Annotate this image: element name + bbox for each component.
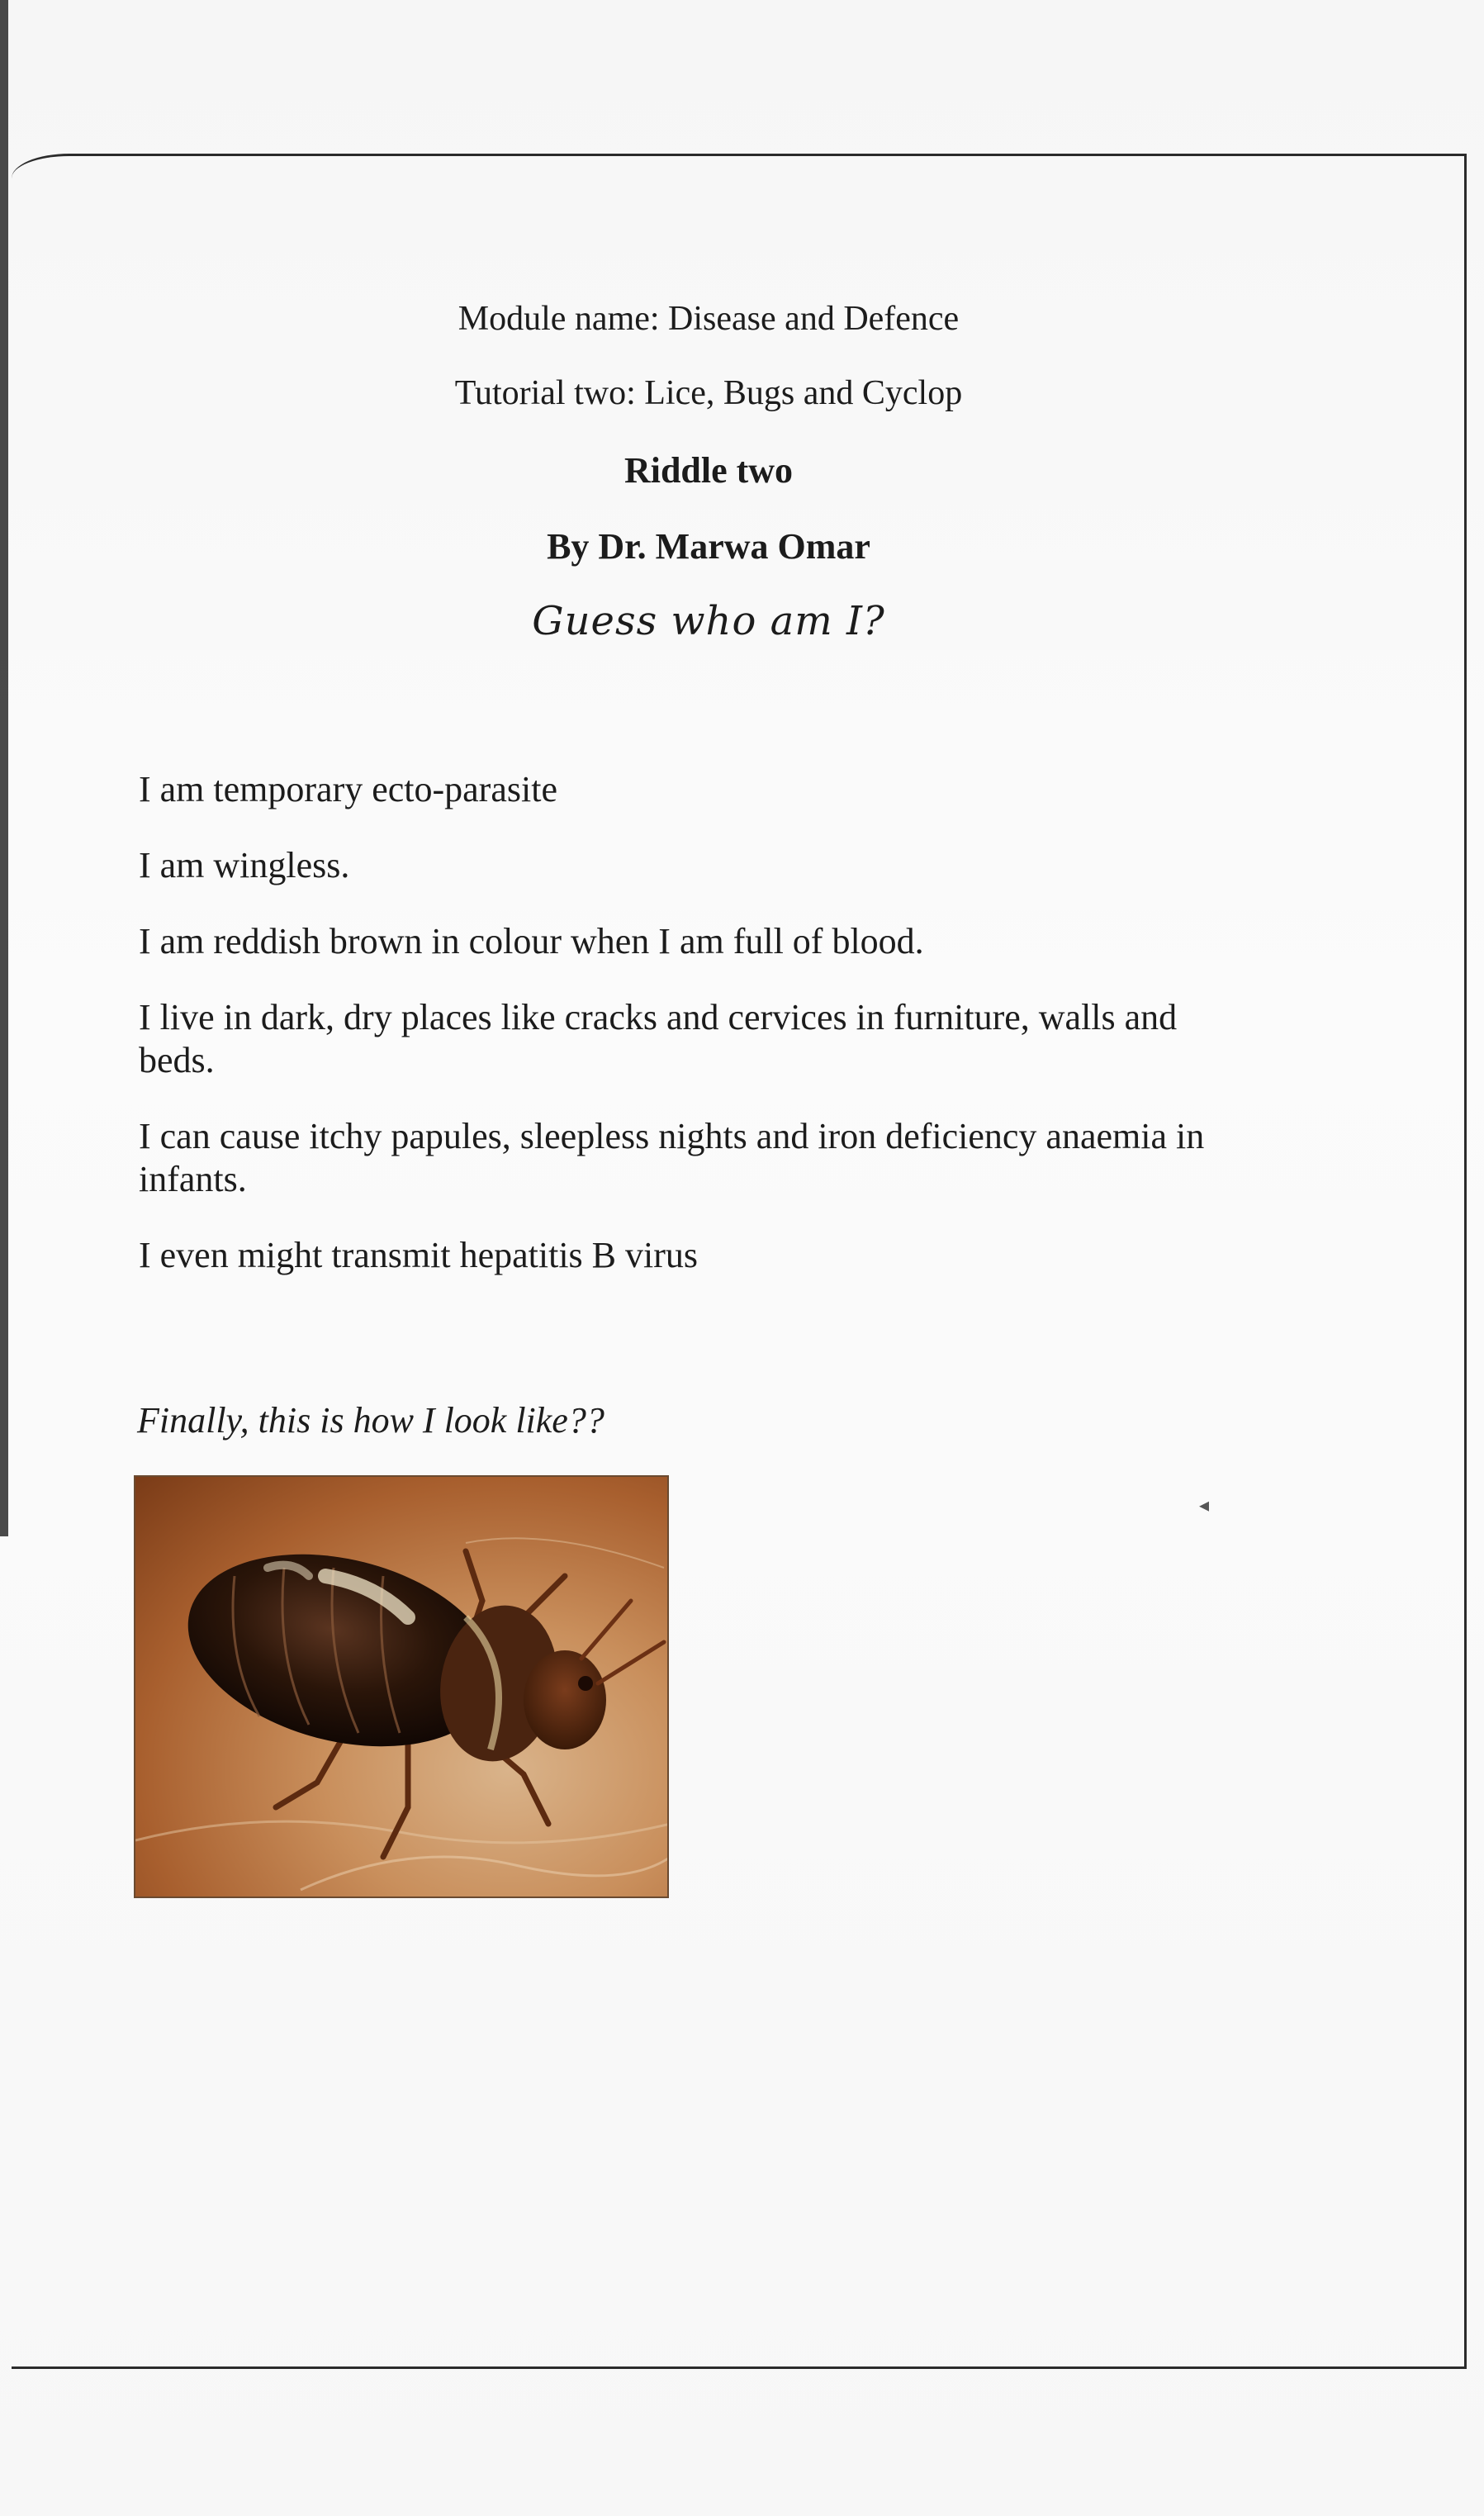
scan-mark: ◂ [1199, 1493, 1210, 1517]
tutorial-title: Tutorial two: Lice, Bugs and Cyclop [454, 374, 963, 412]
clue-item: I am temporary ecto-parasite [139, 769, 557, 809]
author-line: By Dr. Marwa Omar [547, 526, 870, 567]
module-name: Module name: Disease and Defence [458, 300, 960, 338]
bed-bug-photo [134, 1475, 669, 1898]
riddle-title: Riddle two [623, 450, 794, 491]
riddle-prompt: Guess who am I? [532, 598, 885, 644]
clue-item: I even might transmit hepatitis B virus [139, 1235, 699, 1275]
scan-edge-shadow [0, 0, 8, 1536]
clue-item: I live in dark, dry places like cracks and cervices in furniture, walls and beds. [139, 997, 1178, 1080]
clue-list [139, 768, 1254, 1310]
finally-caption: Finally, this is how I look like?? [137, 1400, 605, 1441]
clue-item: I can cause itchy papules, sleepless nights and iron deficiency anaemia in infants. [139, 1116, 1205, 1199]
bed-bug-illustration [135, 1477, 669, 1898]
clue-item: I am wingless. [139, 845, 350, 885]
clue-item: I am reddish brown in colour when I am full of blood. [139, 921, 924, 961]
